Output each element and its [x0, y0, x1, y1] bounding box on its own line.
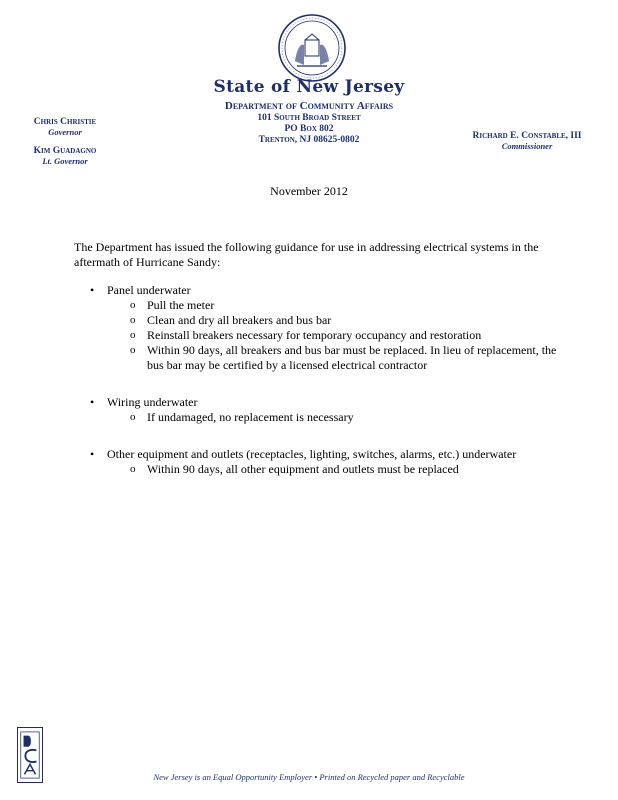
- spacer: [74, 373, 574, 395]
- sub-list-item: [74, 313, 574, 328]
- sub-item-label: Reinstall breakers necessary for temporary occupancy and restoration: [147, 328, 482, 342]
- item-label: Other equipment and outlets (receptacles, lighting, switches, alarms, etc.) underwater: [107, 447, 517, 461]
- sub-bullet-icon: o: [130, 299, 136, 311]
- sub-item-label: Within 90 days, all breakers and bus bar must be replaced. In lieu of replacement, the bus bar may be certified by a licensed electrical contractor: [147, 343, 557, 372]
- bullet-icon: •: [90, 447, 95, 461]
- intro-paragraph: The Department has issued the following guidance for use in addressing electrical systems in the aftermath of Hurricane Sandy:: [74, 240, 539, 269]
- bullet-icon: •: [90, 283, 95, 297]
- sub-bullet-icon: o: [130, 314, 136, 326]
- sub-bullet-icon: o: [130, 463, 136, 475]
- sub-list-item: [74, 343, 574, 373]
- sub-item-label: Within 90 days, all other equipment and outlets must be replaced: [147, 462, 459, 476]
- sub-list-item: [74, 462, 574, 477]
- state-seal-icon: [277, 13, 347, 83]
- spacer: [74, 425, 574, 447]
- list-item: [74, 395, 574, 410]
- commissioner-title: Commissioner: [501, 141, 553, 151]
- item-label: Wiring underwater: [107, 395, 198, 409]
- footer-text: New Jersey is an Equal Opportunity Employer • Printed on Recycled paper and Recyclable: [153, 772, 465, 782]
- department-name: Department of Community Affairs: [224, 100, 394, 112]
- sub-bullet-icon: o: [130, 411, 136, 423]
- lt-governor-title: Lt. Governor: [42, 156, 88, 166]
- sub-bullet-icon: o: [130, 344, 136, 356]
- governor-name: Chris Christie: [33, 117, 97, 127]
- officials-right: [452, 131, 602, 160]
- sub-item-label: Pull the meter: [147, 298, 215, 312]
- governor-title: Governor: [48, 127, 82, 137]
- commissioner-name: Richard E. Constable, III: [472, 131, 582, 141]
- state-title: State of New Jersey: [213, 77, 405, 97]
- item-label: Panel underwater: [107, 283, 191, 297]
- list-item: [74, 283, 574, 298]
- officials-left: [20, 117, 110, 175]
- sub-list-item: [74, 328, 574, 343]
- lt-governor-name: Kim Guadagno: [33, 146, 97, 156]
- letter-date: November 2012: [270, 184, 348, 198]
- sub-item-label: Clean and dry all breakers and bus bar: [147, 313, 332, 327]
- sub-list-item: [74, 298, 574, 313]
- address-line-3: Trenton, NJ 08625-0802: [258, 135, 360, 145]
- guidance-list: [74, 283, 574, 477]
- sub-item-label: If undamaged, no replacement is necessary: [147, 410, 354, 424]
- address-line-2: PO Box 802: [284, 124, 334, 134]
- sub-list-item: [74, 410, 574, 425]
- list-item: [74, 447, 574, 462]
- bullet-icon: •: [90, 395, 95, 409]
- sub-bullet-icon: o: [130, 329, 136, 341]
- address-line-1: 101 South Broad Street: [257, 113, 361, 123]
